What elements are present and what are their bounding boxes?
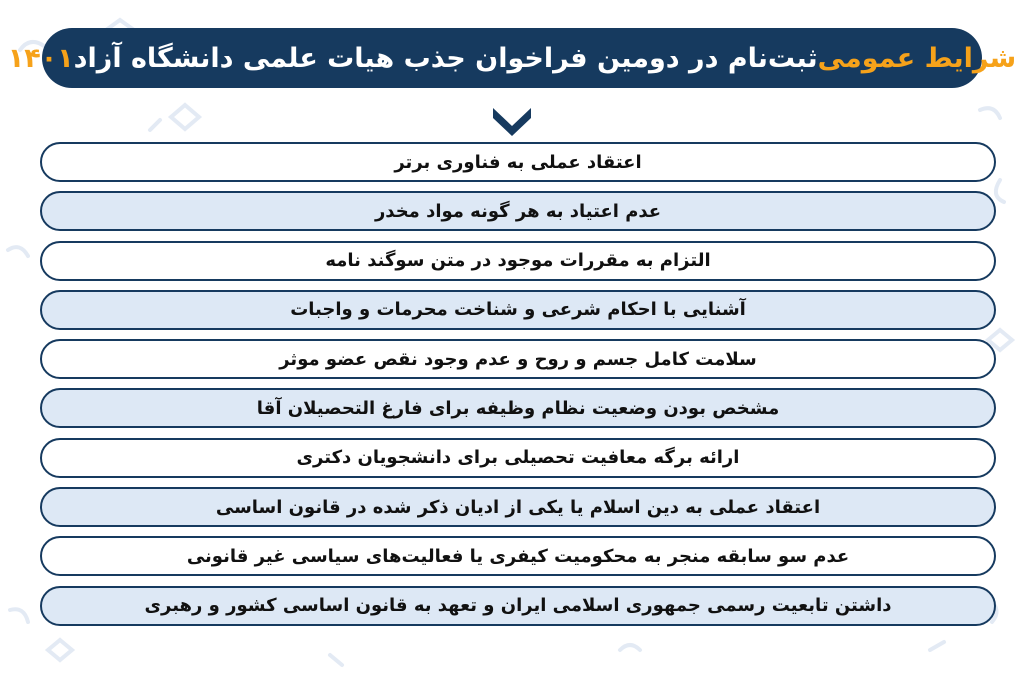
condition-text: اعتقاد عملی به فناوری برتر xyxy=(394,151,642,173)
condition-item xyxy=(40,388,996,428)
condition-text: مشخص بودن وضعیت نظام وظیفه برای فارغ التحصیلان آقا xyxy=(256,397,780,419)
condition-text: اعتقاد عملی به دین اسلام یا یکی از ادیان ذکر شده در قانون اساسی xyxy=(215,496,821,518)
condition-item xyxy=(40,586,996,626)
condition-item xyxy=(40,536,996,576)
condition-item xyxy=(40,142,996,182)
condition-item xyxy=(40,438,996,478)
condition-text: ارائه برگه معافیت تحصیلی برای دانشجویان دکتری xyxy=(296,447,740,469)
condition-text: عدم اعتیاد به هر گونه مواد مخدر xyxy=(374,200,662,222)
condition-item xyxy=(40,339,996,379)
condition-text: سلامت کامل جسم و روح و عدم وجود نقص عضو موثر xyxy=(279,348,757,370)
condition-item xyxy=(40,290,996,330)
condition-item xyxy=(40,191,996,231)
condition-item xyxy=(40,487,996,527)
title-text: ثبت‌نام در دومین فراخوان جذب هیات علمی دانشگاه آزاد xyxy=(73,42,818,74)
page-title xyxy=(7,28,1017,88)
condition-text: عدم سو سابقه منجر به محکومیت کیفری یا فعالیت‌های سیاسی غیر قانونی xyxy=(186,545,850,567)
conditions-list xyxy=(40,142,996,635)
condition-text: آشنایی با احکام شرعی و شناخت محرمات و واجبات xyxy=(290,299,746,321)
chevron-down-icon xyxy=(489,104,535,138)
condition-item xyxy=(40,241,996,281)
title-highlight: شرایط عمومی xyxy=(817,42,1017,74)
condition-text: داشتن تابعیت رسمی جمهوری اسلامی ایران و تعهد به قانون اساسی کشور و رهبری xyxy=(144,595,892,617)
condition-text: التزام به مقررات موجود در متن سوگند نامه xyxy=(325,250,711,272)
title-year: ۱۴۰۱ xyxy=(7,42,74,74)
